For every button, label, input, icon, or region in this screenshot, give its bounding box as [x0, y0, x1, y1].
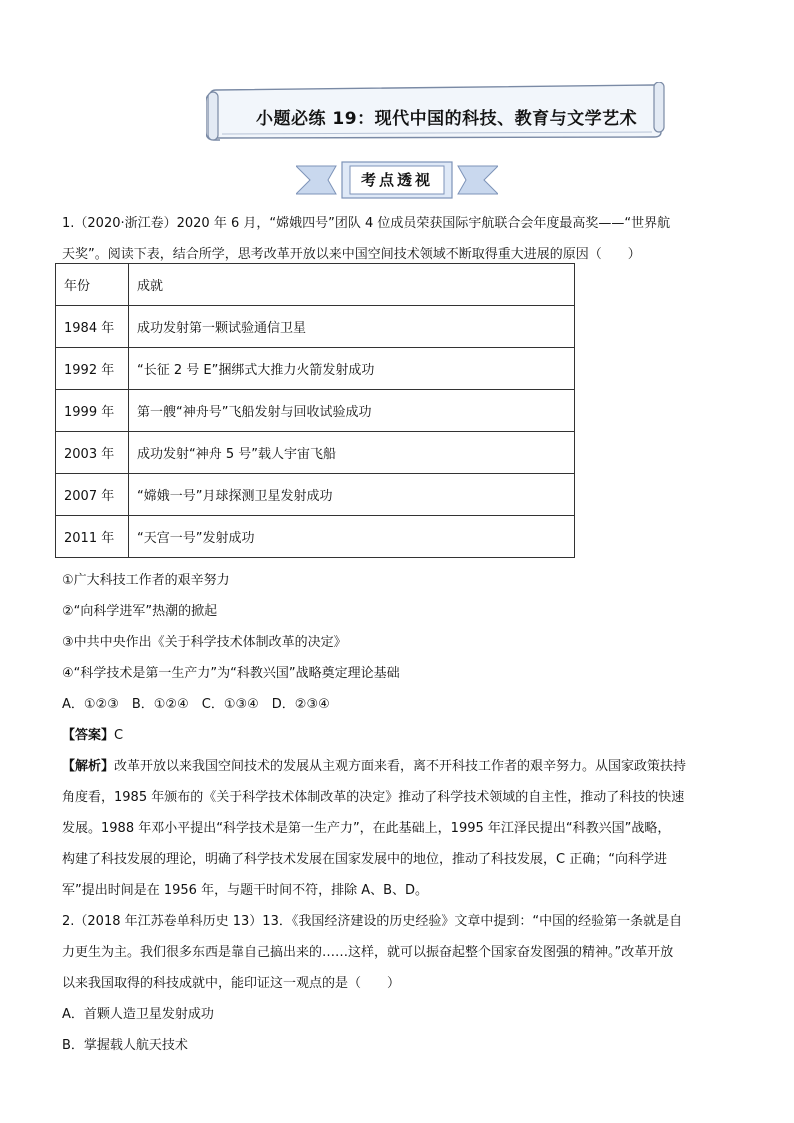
- table-header-year: 年份: [56, 264, 129, 306]
- q1-options: A．①②③ B．①②④ C．①③④ D．②③④: [62, 697, 330, 712]
- q2-stem-line2: 力更生为主。我们很多东西是靠自己搞出来的……这样，就可以振奋起整个国家奋发图强的精神。”改革开放: [62, 945, 674, 960]
- q1-analysis-line5: 军”提出时间是在 1956 年，与题干时间不符，排除 A、B、D。: [62, 883, 429, 898]
- q1-item-3: ③中共中央作出《关于科学技术体制改革的决定》: [62, 635, 347, 650]
- table-cell-year: 1999 年: [56, 390, 129, 432]
- table-cell-achievement: “天宫一号”发射成功: [129, 516, 575, 558]
- achievements-table: [55, 263, 575, 558]
- table-cell-year: 1992 年: [56, 348, 129, 390]
- table-row: [56, 306, 575, 348]
- q1-analysis-line2: 角度看，1985 年颁布的《关于科学技术体制改革的决定》推动了科学技术领域的自主性，推动了科技的快速: [62, 790, 685, 805]
- page-title: 小题必练 19：现代中国的科技、教育与文学艺术: [256, 109, 638, 129]
- q1-stem-line1: 1.（2020·浙江卷）2020 年 6 月，“嫦娥四号”团队 4 位成员荣获国际宇航联合会年度最高奖——“世界航: [62, 216, 671, 231]
- answer-value: C: [114, 728, 124, 743]
- table-row: [56, 390, 575, 432]
- table-row: [56, 432, 575, 474]
- q1-analysis-line1: [62, 755, 686, 774]
- q2-stem-line3: 以来我国取得的科技成就中，能印证这一观点的是（ ）: [62, 976, 401, 991]
- answer-label: 【答案】: [62, 728, 115, 743]
- table-cell-year: 2003 年: [56, 432, 129, 474]
- q2-stem-line1: 2.（2018 年江苏卷单科历史 13）13．《我国经济建设的历史经验》文章中提到：“中国的经验第一条就是自: [62, 914, 683, 929]
- table-row: [56, 348, 575, 390]
- table-header-row: [56, 264, 575, 306]
- q1-item-4: ④“科学技术是第一生产力”为“科教兴国”战略奠定理论基础: [62, 666, 400, 681]
- table-header-achievement: 成就: [129, 264, 575, 306]
- q2-option-b: B．掌握载人航天技术: [62, 1038, 188, 1053]
- table-cell-achievement: “嫦娥一号”月球探测卫星发射成功: [129, 474, 575, 516]
- table-cell-achievement: “长征 2 号 E”捆绑式大推力火箭发射成功: [129, 348, 575, 390]
- q1-item-2: ②“向科学进军”热潮的掀起: [62, 604, 218, 619]
- title-scroll: [206, 82, 666, 142]
- analysis-label: 【解析】: [62, 759, 115, 774]
- q1-stem-line2: 天奖”。阅读下表，结合所学，思考改革开放以来中国空间技术领域不断取得重大进展的原因（ ）: [62, 247, 641, 262]
- q1-analysis-line4: 构建了科技发展的理论，明确了科学技术发展在国家发展中的地位，推动了科技发展，C 正确；“向科学进: [62, 852, 667, 867]
- table-cell-year: 2011 年: [56, 516, 129, 558]
- table-cell-achievement: 成功发射“神舟 5 号”载人宇宙飞船: [129, 432, 575, 474]
- q1-answer: [62, 724, 123, 743]
- analysis-text: 改革开放以来我国空间技术的发展从主观方面来看，离不开科技工作者的艰辛努力。从国家政策扶持: [114, 759, 687, 774]
- table-cell-achievement: 第一艘“神舟号”飞船发射与回收试验成功: [129, 390, 575, 432]
- section-banner: [296, 160, 498, 200]
- table-cell-year: 2007 年: [56, 474, 129, 516]
- table-cell-achievement: 成功发射第一颗试验通信卫星: [129, 306, 575, 348]
- table-row: [56, 516, 575, 558]
- banner-label: 考点透视: [360, 171, 433, 189]
- q1-analysis-line3: 发展。1988 年邓小平提出“科学技术是第一生产力”，在此基础上，1995 年江泽民提出“科教兴国”战略，: [62, 821, 671, 836]
- table-cell-year: 1984 年: [56, 306, 129, 348]
- q2-option-a: A．首颗人造卫星发射成功: [62, 1007, 214, 1022]
- table-row: [56, 474, 575, 516]
- q1-item-1: ①广大科技工作者的艰辛努力: [62, 573, 230, 588]
